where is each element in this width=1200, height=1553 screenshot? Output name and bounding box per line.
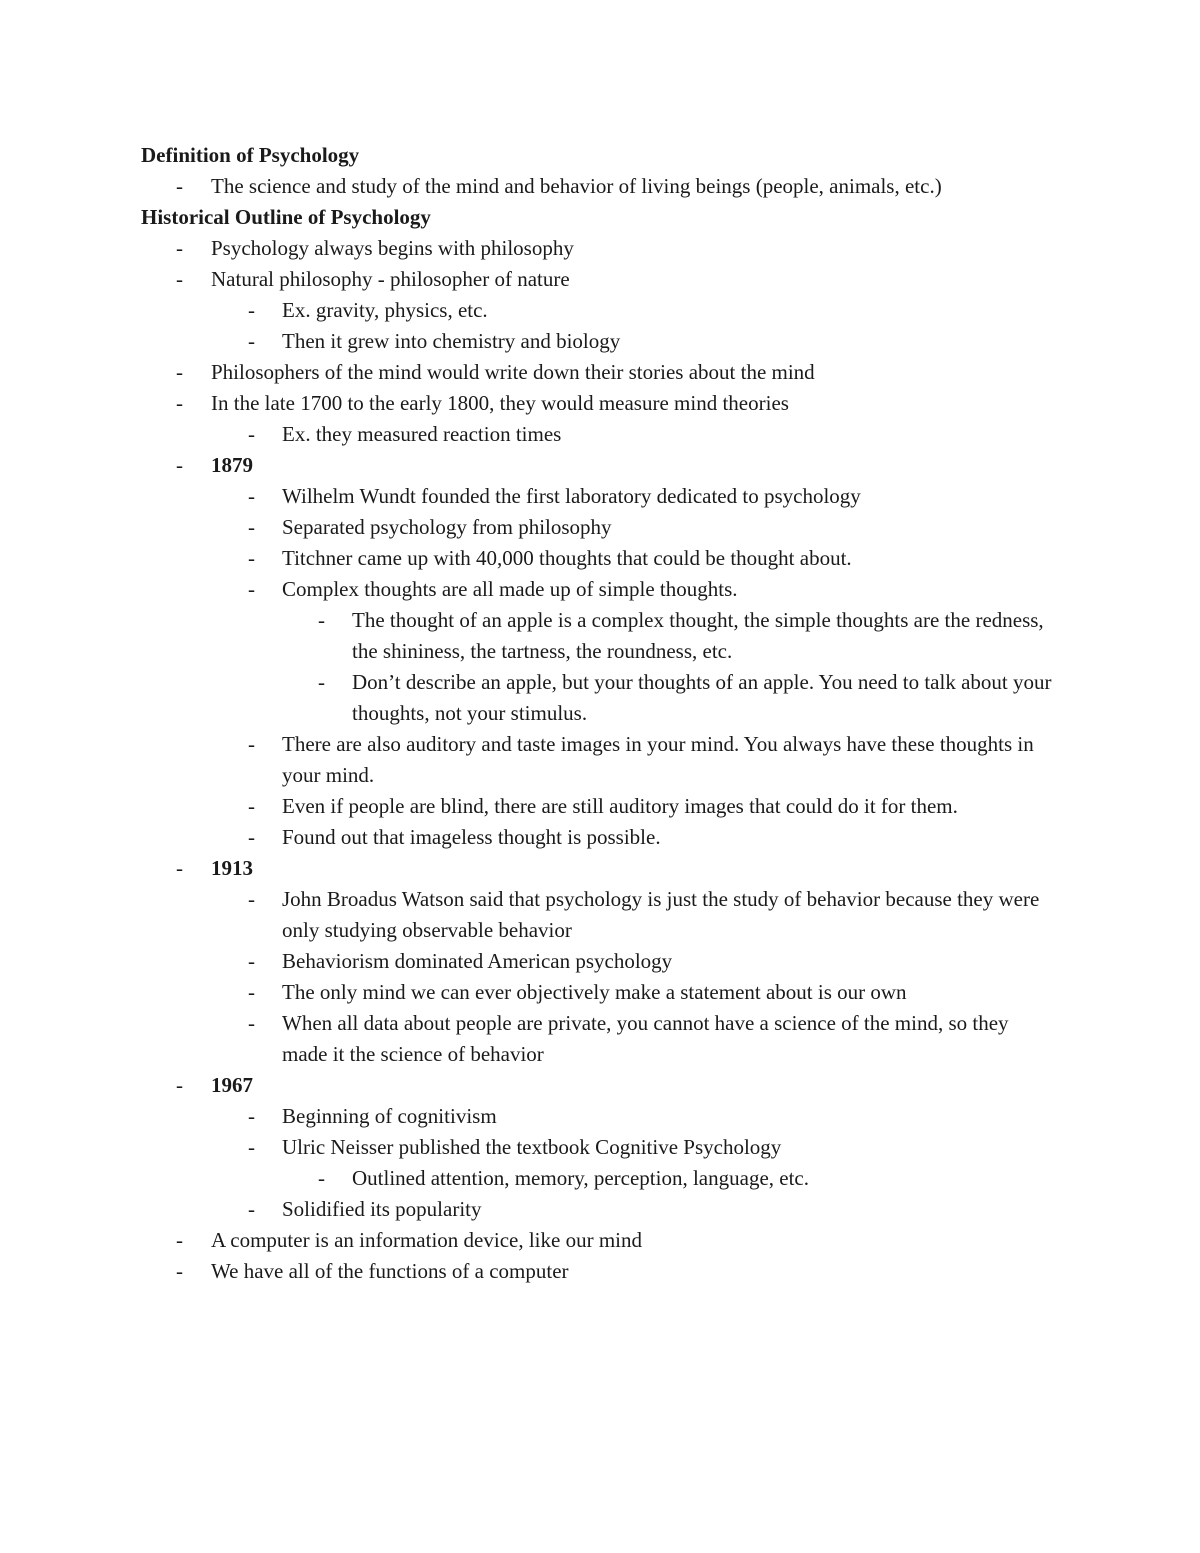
- bullet-dash: -: [248, 1011, 255, 1035]
- list-item: [0, 481, 1200, 512]
- list-item-text: Behaviorism dominated American psychology: [282, 949, 673, 973]
- list-item-text: Beginning of cognitivism: [282, 1104, 497, 1128]
- list-item: [0, 388, 1200, 419]
- bullet-dash: -: [176, 1228, 183, 1252]
- bullet-dash: -: [248, 422, 255, 446]
- document-page: [0, 140, 1200, 1287]
- section-heading-definition: Definition of Psychology: [141, 143, 360, 167]
- list-item-text: Psychology always begins with philosophy: [211, 236, 574, 260]
- bullet-dash: -: [248, 825, 255, 849]
- bullet-dash: -: [248, 980, 255, 1004]
- bullet-dash: -: [248, 794, 255, 818]
- list-item: [0, 326, 1200, 357]
- list-item: [0, 264, 1200, 295]
- list-item-text: Separated psychology from philosophy: [282, 515, 612, 539]
- list-item-text: Complex thoughts are all made up of simple thoughts.: [282, 577, 738, 601]
- list-item-text: Philosophers of the mind would write down their stories about the mind: [211, 360, 815, 384]
- list-item-text: In the late 1700 to the early 1800, they would measure mind theories: [211, 391, 789, 415]
- list-item-text: A computer is an information device, like our mind: [211, 1228, 642, 1252]
- bullet-dash: -: [248, 732, 255, 756]
- section-heading-historical-outline: Historical Outline of Psychology: [141, 205, 431, 229]
- list-item: [0, 357, 1200, 388]
- list-item-text: Ulric Neisser published the textbook Cognitive Psychology: [282, 1135, 782, 1159]
- list-item: [0, 171, 1200, 202]
- list-item: [0, 667, 1200, 729]
- list-item: [0, 791, 1200, 822]
- list-item: [0, 1008, 1200, 1070]
- list-item-text: Wilhelm Wundt founded the first laboratory dedicated to psychology: [282, 484, 861, 508]
- bullet-dash: -: [248, 887, 255, 911]
- list-item-text: There are also auditory and taste images in your mind. You always have these thoughts in your mind.: [282, 732, 1034, 787]
- bullet-dash: -: [248, 1135, 255, 1159]
- list-item: [0, 233, 1200, 264]
- bullet-dash: -: [248, 546, 255, 570]
- list-item: [0, 946, 1200, 977]
- list-item: [0, 729, 1200, 791]
- list-item-text: When all data about people are private, you cannot have a science of the mind, so they made it the science of behavior: [282, 1011, 1009, 1066]
- list-item-text: Ex. they measured reaction times: [282, 422, 562, 446]
- bullet-dash: -: [176, 236, 183, 260]
- list-item: [0, 295, 1200, 326]
- bullet-dash: -: [248, 1104, 255, 1128]
- bullet-dash: -: [248, 484, 255, 508]
- bullet-dash: -: [248, 1197, 255, 1221]
- list-item-text: Titchner came up with 40,000 thoughts that could be thought about.: [282, 546, 852, 570]
- list-item-text: Ex. gravity, physics, etc.: [282, 298, 488, 322]
- bullet-dash: -: [248, 329, 255, 353]
- bullet-dash: -: [248, 515, 255, 539]
- bullet-dash: -: [176, 267, 183, 291]
- bullet-dash: -: [318, 670, 325, 694]
- list-item-text: Then it grew into chemistry and biology: [282, 329, 621, 353]
- list-item: [0, 1194, 1200, 1225]
- bullet-dash: -: [176, 1259, 183, 1283]
- bullet-dash: -: [248, 577, 255, 601]
- list-item-text: Don’t describe an apple, but your thoughts of an apple. You need to talk about your thoughts, not your stimulus.: [352, 670, 1052, 725]
- list-item-text: The only mind we can ever objectively make a statement about is our own: [282, 980, 907, 1004]
- list-item-text: Outlined attention, memory, perception, language, etc.: [352, 1166, 809, 1190]
- list-item-text: The science and study of the mind and behavior of living beings (people, animals, etc.): [211, 174, 942, 198]
- list-item: [0, 977, 1200, 1008]
- list-item: [0, 512, 1200, 543]
- list-item-text: Natural philosophy - philosopher of nature: [211, 267, 570, 291]
- bullet-dash: -: [176, 856, 183, 880]
- year-heading-1967: [0, 1070, 1200, 1101]
- list-item: [0, 574, 1200, 605]
- list-item-text: The thought of an apple is a complex thought, the simple thoughts are the redness, the shininess, the tartness, the roundness, etc.: [352, 608, 1044, 663]
- year-label: 1879: [211, 453, 253, 477]
- list-item: [0, 419, 1200, 450]
- bullet-dash: -: [318, 608, 325, 632]
- list-item: [0, 884, 1200, 946]
- bullet-dash: -: [248, 298, 255, 322]
- bullet-dash: -: [176, 453, 183, 477]
- bullet-dash: -: [176, 360, 183, 384]
- list-item: [0, 1225, 1200, 1256]
- list-item-text: John Broadus Watson said that psychology is just the study of behavior because they were only studying observable behavior: [282, 887, 1040, 942]
- year-label: 1967: [211, 1073, 253, 1097]
- list-item-text: Solidified its popularity: [282, 1197, 482, 1221]
- bullet-dash: -: [176, 391, 183, 415]
- list-item-text: Found out that imageless thought is possible.: [282, 825, 661, 849]
- bullet-dash: -: [176, 1073, 183, 1097]
- list-item: [0, 1256, 1200, 1287]
- list-item-text: Even if people are blind, there are still auditory images that could do it for them.: [282, 794, 958, 818]
- list-item-text: We have all of the functions of a computer: [211, 1259, 569, 1283]
- list-item: [0, 1132, 1200, 1163]
- list-item: [0, 1163, 1200, 1194]
- year-heading-1913: [0, 853, 1200, 884]
- bullet-dash: -: [318, 1166, 325, 1190]
- bullet-dash: -: [176, 174, 183, 198]
- year-label: 1913: [211, 856, 253, 880]
- list-item: [0, 543, 1200, 574]
- year-heading-1879: [0, 450, 1200, 481]
- list-item: [0, 822, 1200, 853]
- list-item: [0, 605, 1200, 667]
- bullet-dash: -: [248, 949, 255, 973]
- list-item: [0, 1101, 1200, 1132]
